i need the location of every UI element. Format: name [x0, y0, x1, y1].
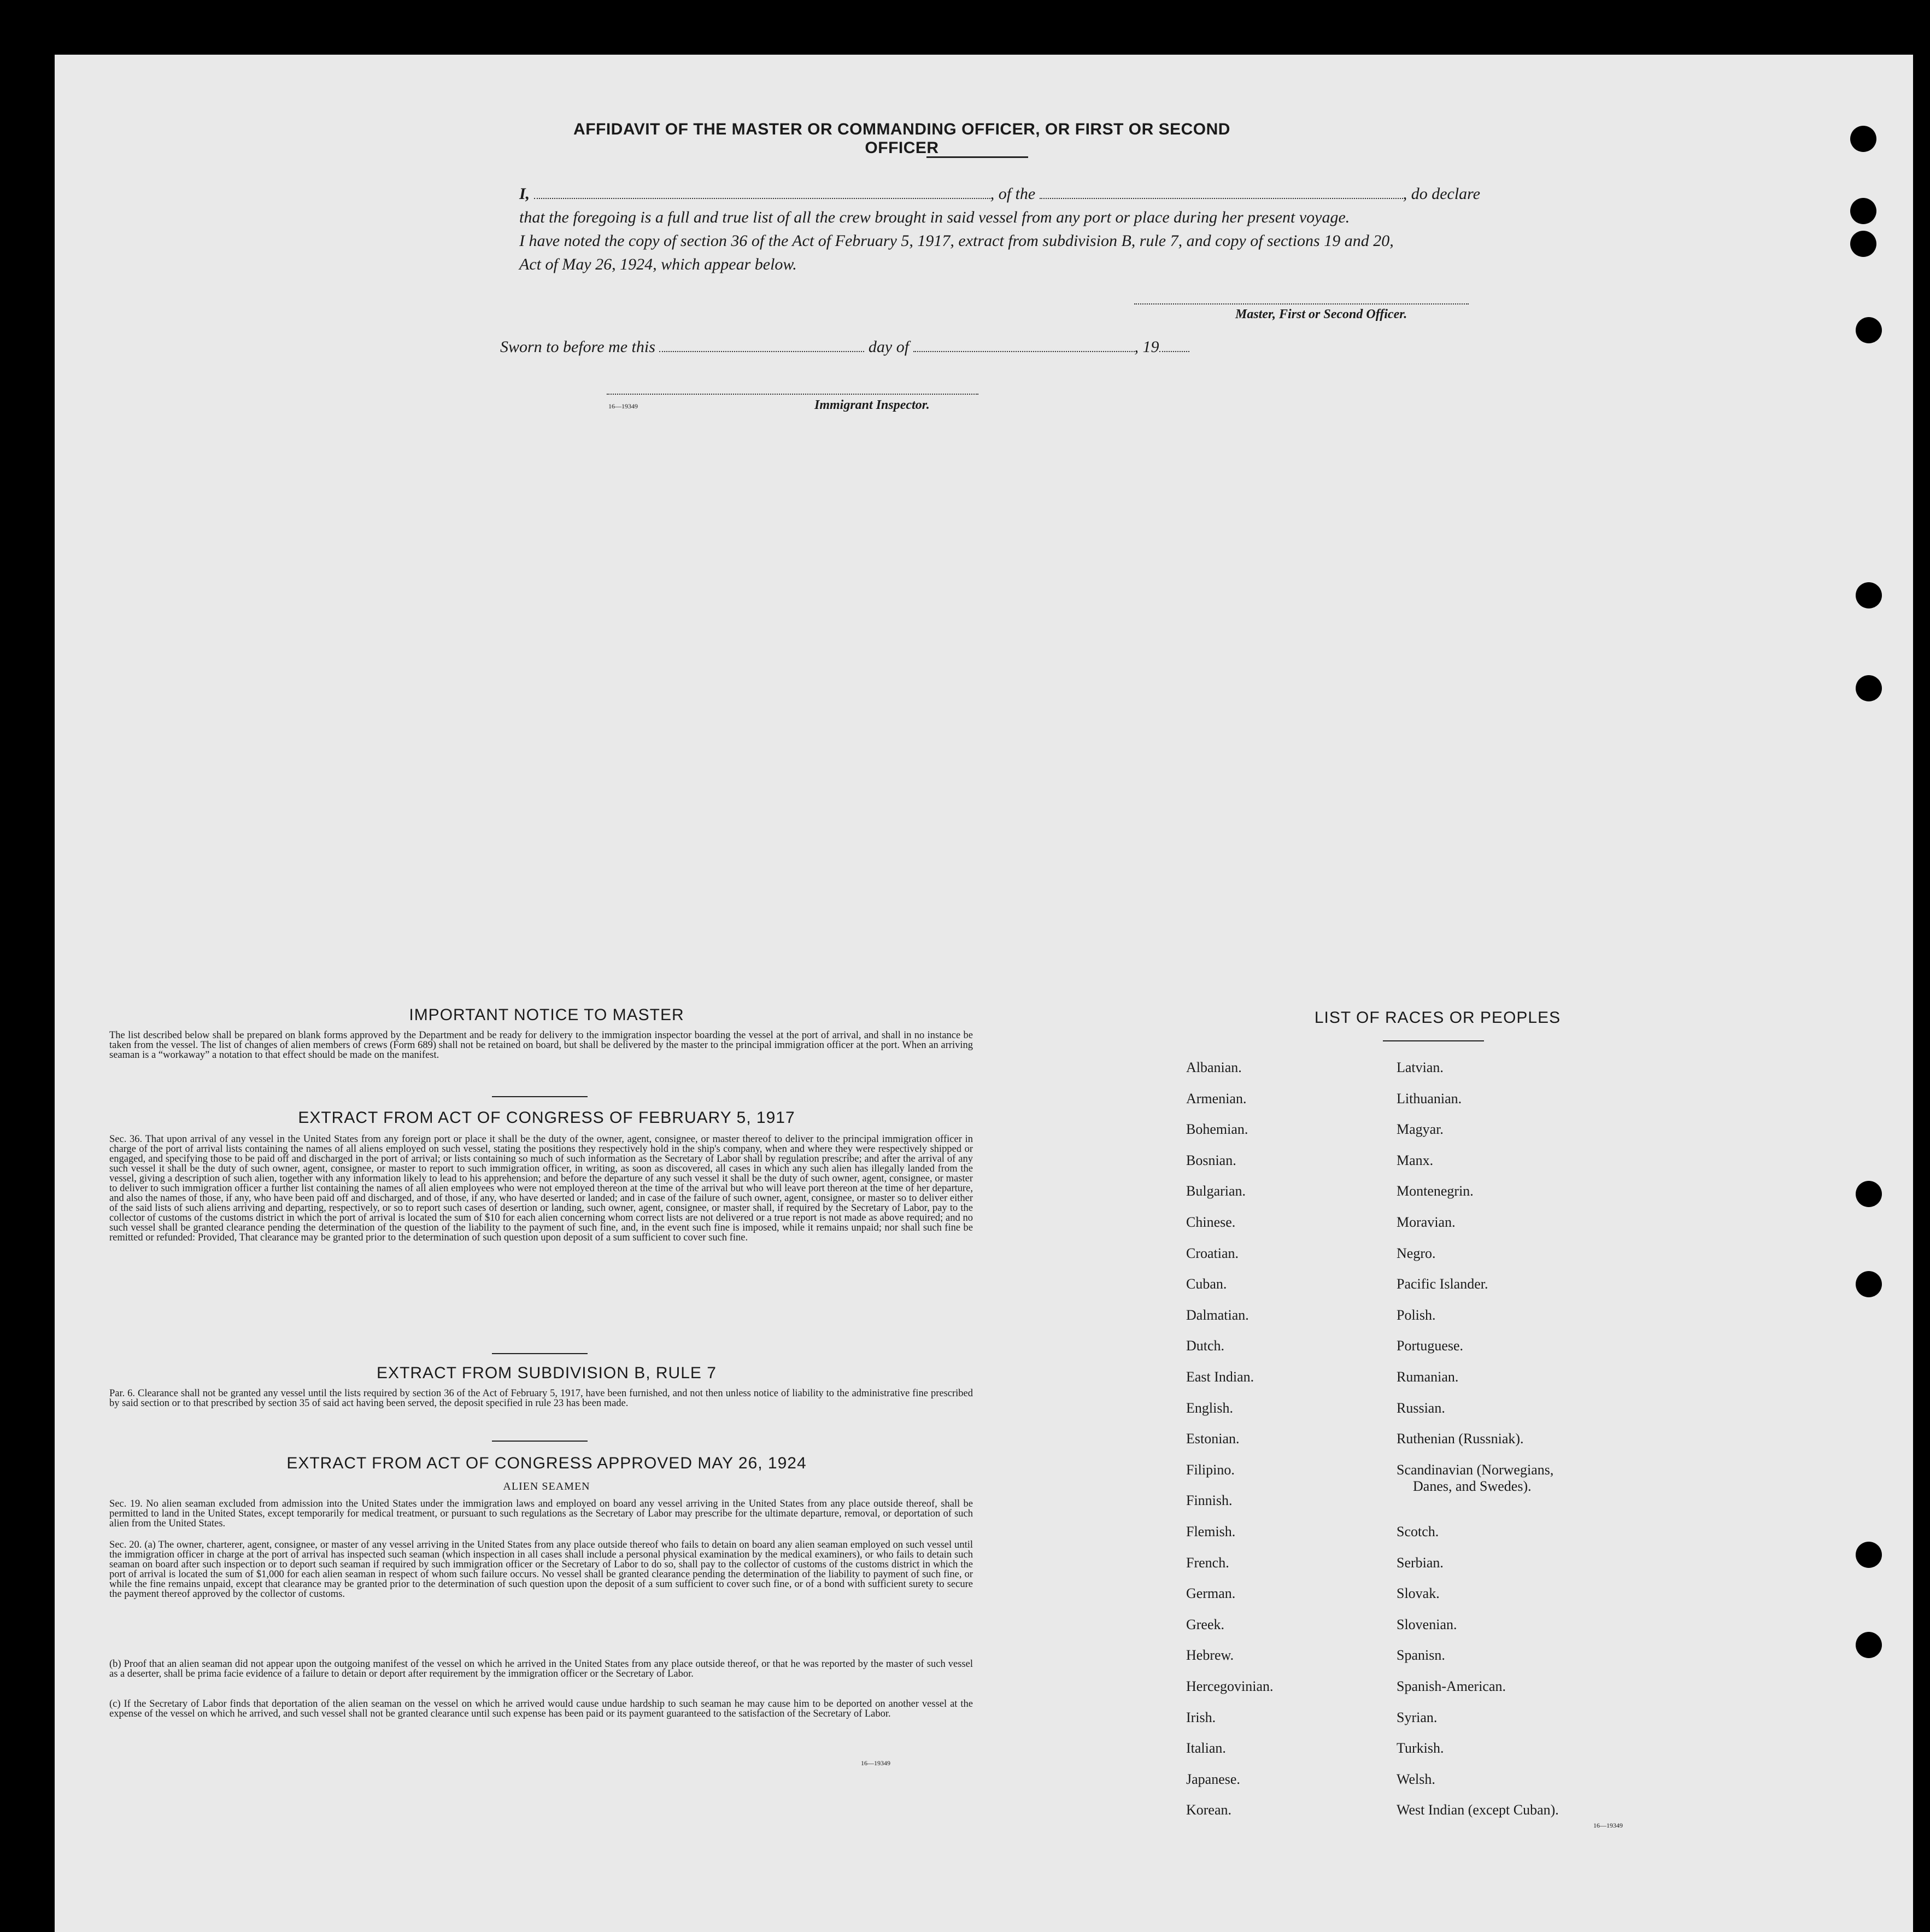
race-item: Danes, and Swedes). — [1413, 1478, 1532, 1494]
master-signature-label: Master, First or Second Officer. — [1235, 307, 1407, 321]
race-item: Lithuanian. — [1397, 1090, 1462, 1106]
i-label: I, — [519, 185, 530, 203]
race-item: Italian. — [1186, 1740, 1226, 1757]
binder-hole — [1856, 1181, 1882, 1207]
binder-hole — [1856, 1271, 1882, 1297]
race-item: Spanisn. — [1397, 1647, 1445, 1664]
subdivision-b-title: EXTRACT FROM SUBDIVISION B, RULE 7 — [377, 1364, 717, 1382]
alien-seamen-subtitle: ALIEN SEAMEN — [503, 1480, 590, 1492]
sec-20c-text: (c) If the Secretary of Labor finds that deportation of the alien seaman on the vessel on which he arrived would cause undue hardship to such seaman he may cause him to be deported on another vessel at the expense of the vessel on which he arrived, and such vessel shall not be granted clearance until such expense has been paid or its payment guaranteed to the satisfaction of the Secretary of Labor. — [109, 1699, 973, 1719]
race-item: Dutch. — [1186, 1338, 1225, 1354]
extract-1917-title: EXTRACT FROM ACT OF CONGRESS OF FEBRUARY 5, 1917 — [298, 1109, 795, 1127]
race-item: Manx. — [1397, 1152, 1434, 1168]
inspector-signature-blank[interactable] — [607, 394, 978, 395]
title-divider — [926, 156, 1028, 158]
race-item: German. — [1186, 1585, 1236, 1602]
binder-hole — [1856, 317, 1882, 343]
race-item: Slovenian. — [1397, 1616, 1457, 1632]
subdivision-b-divider — [492, 1441, 588, 1442]
binder-hole — [1856, 1632, 1882, 1658]
race-item: West Indian (except Cuban). — [1397, 1802, 1559, 1818]
binder-hole — [1856, 582, 1882, 608]
race-item: Turkish. — [1397, 1740, 1444, 1757]
name-blank[interactable] — [534, 182, 990, 199]
extract-form-number: 16—19349 — [861, 1759, 890, 1767]
race-item: Slovak. — [1397, 1585, 1440, 1602]
race-item: Estonian. — [1186, 1431, 1240, 1447]
race-item: Latvian. — [1397, 1059, 1444, 1075]
binder-hole — [1856, 675, 1882, 701]
race-item: Scotch. — [1397, 1524, 1439, 1539]
affidavit-form-number: 16—19349 — [608, 402, 638, 410]
extract-1917-text: Sec. 36. That upon arrival of any vessel in the United States from any foreign port or place it shall be the duty of the owner, agent, consignee, or master thereof to deliver to the principal immigration officer in charge of the port of arrival lists containing the names of all aliens employed on such vessel, stating the positions they respectively hold in the ship's company, when and where they were respectively shipped or engaged, and specifying those to be paid off and discharged in the port of arrival; or lists containing so much of such information as the Secretary of Labor shall by regulation prescribe; and after the arrival of any such vessel it shall be the duty of such owner, agent, consignee, or master to report to such immigration officer, in writing, as soon as discovered, all cases in which any such alien has illegally landed from the vessel, giving a description of such alien, together with any information likely to lead to his apprehension; and before the departure of any such vessel it shall be the duty of such owner, agent, consignee, or master to deliver to such immigration officer a further list containing the names of all alien employees who were not employed thereon at the time of the arrival but who will leave port thereon at the time of her departure, and also the names of those, if any, who have been paid off and discharged, and of those, if any, who have deserted or landed; and in case of the failure of such owner, agent, consignee, or master so to deliver either of the said lists of such aliens arriving and departing, respectively, or so to report such cases of desertion or landing, such owner, agent, consignee, or master shall, if required by the Secretary of Labor, pay to the collector of customs of the customs district in which the port of arrival is located the sum of $10 for each alien concerning whom correct lists are not delivered or a true report is not made as above required; and no such vessel shall be granted clearance pending the determination of the question of the liability to the payment of such fine, and, in the event such fine is imposed, while it remains unpaid; nor shall such fine be remitted or refunded: Provided, That clearance may be granted prior to the determination of such question upon deposit of a sum sufficient to cover such fine. — [109, 1134, 973, 1243]
race-item: Serbian. — [1397, 1554, 1444, 1571]
race-item: Welsh. — [1397, 1771, 1435, 1787]
binder-hole — [1850, 198, 1876, 224]
of-the-label: , of the — [990, 185, 1036, 203]
race-item: Bohemian. — [1186, 1121, 1248, 1138]
race-item: Hercegovinian. — [1186, 1678, 1274, 1694]
binder-hole — [1856, 1542, 1882, 1568]
notice-title: IMPORTANT NOTICE TO MASTER — [409, 1006, 684, 1024]
races-title: LIST OF RACES OR PEOPLES — [1314, 1009, 1561, 1027]
race-item: French. — [1186, 1554, 1229, 1571]
race-item: Pacific Islander. — [1397, 1276, 1488, 1292]
race-item: Japanese. — [1186, 1771, 1240, 1787]
affidavit-line-4: Act of May 26, 1924, which appear below. — [519, 255, 797, 273]
sworn-day-blank[interactable] — [659, 335, 864, 352]
do-declare-label: , do declare — [1403, 185, 1481, 203]
sec-19-text: Sec. 19. No alien seaman excluded from admission into the United States under the immigration laws and employed on board any vessel arriving in the United States from any place outside thereof, shall be permitted to land in the United States, except temporarily for medical treatment, or pursuant to such regulations as the Secretary of Labor may prescribe for the ultimate departure, removal, or deportation of such alien from the United States. — [109, 1498, 973, 1529]
race-item: Greek. — [1186, 1616, 1225, 1632]
race-item: Scandinavian (Norwegians, — [1397, 1461, 1554, 1478]
race-item: East Indian. — [1186, 1369, 1254, 1385]
sworn-label: Sworn to before me this — [500, 338, 655, 356]
race-item: Hebrew. — [1186, 1647, 1234, 1664]
races-form-number: 16—19349 — [1593, 1822, 1623, 1829]
race-item: Syrian. — [1397, 1709, 1438, 1725]
race-item: Korean. — [1186, 1802, 1232, 1818]
day-of-label: day of — [868, 338, 910, 356]
race-item: Negro. — [1397, 1245, 1436, 1261]
race-item: Bosnian. — [1186, 1152, 1236, 1168]
subdivision-b-text: Par. 6. Clearance shall not be granted any vessel until the lists required by section 36 of the Act of February 5, 1917, have been furnished, and not then unless notice of liability to the administrative fine prescribed by said section or to that prescribed by section 35 of said act having been served, the deposit specified in rule 23 has been made. — [109, 1388, 973, 1409]
binder-hole — [1850, 126, 1876, 152]
form-sheet — [55, 55, 1913, 1932]
race-item: Dalmatian. — [1186, 1307, 1249, 1323]
race-item: Spanish-American. — [1397, 1678, 1506, 1694]
race-item: Chinese. — [1186, 1214, 1236, 1230]
race-item: Albanian. — [1186, 1059, 1242, 1075]
race-item: English. — [1186, 1400, 1233, 1416]
race-item: Cuban. — [1186, 1276, 1227, 1292]
inspector-label: Immigrant Inspector. — [814, 398, 930, 412]
affidavit-line-3: I have noted the copy of section 36 of the Act of February 5, 1917, extract from subdivision B, rule 7, and copy of sections 19 and 20, — [519, 232, 1394, 250]
race-item: Filipino. — [1186, 1461, 1235, 1478]
year-prefix: , 19 — [1134, 338, 1159, 356]
sec-20b-text: (b) Proof that an alien seaman did not appear upon the outgoing manifest of the vessel on which he arrived in the United States from any place outside thereof, or that he was reported by the master of such vessel as a deserter, shall be prima facie evidence of a failure to detain or deport after requirement by the immigration officer or the Secretary of Labor. — [109, 1659, 973, 1679]
race-item: Croatian. — [1186, 1245, 1239, 1261]
races-divider — [1383, 1040, 1484, 1041]
affidavit-declaration-line — [519, 182, 1480, 206]
race-item: Ruthenian (Russniak). — [1397, 1431, 1524, 1447]
race-item: Rumanian. — [1397, 1369, 1459, 1385]
year-blank[interactable] — [1159, 335, 1189, 352]
race-item: Bulgarian. — [1186, 1183, 1246, 1199]
vessel-blank[interactable] — [1040, 182, 1403, 199]
sworn-line — [500, 335, 1189, 359]
race-item: Portuguese. — [1397, 1338, 1464, 1354]
extract-1917-divider — [492, 1353, 588, 1354]
sworn-month-blank[interactable] — [913, 335, 1135, 352]
affidavit-title: AFFIDAVIT OF THE MASTER OR COMMANDING OFFICER, OR FIRST OR SECOND OFFICER — [573, 120, 1230, 157]
race-item: Irish. — [1186, 1709, 1216, 1725]
race-item: Moravian. — [1397, 1214, 1456, 1230]
affidavit-line-2: that the foregoing is a full and true list of all the crew brought in said vessel from any port or place during her present voyage. — [519, 208, 1350, 226]
master-signature-blank[interactable] — [1134, 303, 1469, 305]
race-item: Magyar. — [1397, 1121, 1444, 1138]
notice-text: The list described below shall be prepared on blank forms approved by the Department and be ready for delivery to the immigration inspector boarding the vessel at the port of arrival, and shall in no instance be taken from the vessel. The list of changes of alien members of crews (Form 689) shall not be retained on board, but shall be delivered by the master to the principal immigration officer at the port. When an arriving seaman is a “workaway” a notation to that effect should be made on the manifest. — [109, 1030, 973, 1061]
race-item: Flemish. — [1186, 1524, 1236, 1539]
extract-1924-title: EXTRACT FROM ACT OF CONGRESS APPROVED MAY 26, 1924 — [286, 1454, 807, 1472]
race-item: Russian. — [1397, 1400, 1445, 1416]
race-item: Armenian. — [1186, 1090, 1247, 1106]
sec-20a-text: Sec. 20. (a) The owner, charterer, agent, consignee, or master of any vessel arriving in the United States from any place outside thereof who fails to detain on board any alien seaman employed on such vessel until the immigration officer in charge at the port of arrival has inspected such seaman (which inspection in all cases shall include a personal physical examination by the medical examiners), or who fails to detain such seaman on board after such inspection or to deport such seaman if required by such immigration officer or the Secretary of Labor to do so, shall pay to the collector of customs of the customs district in which the port of arrival is located the sum of $1,000 for each alien seaman in respect of whom such failure occurs. No vessel shall be granted clearance pending the determination of the liability to payment of such fine, or while the fine remains unpaid, except that clearance may be granted prior to the determination of such question upon the deposit of a sum sufficient to cover such fine, or of a bond with sufficient surety to secure the payment thereof approved by the collector of customs. — [109, 1539, 973, 1600]
race-item: Montenegrin. — [1397, 1183, 1474, 1199]
race-item: Finnish. — [1186, 1492, 1233, 1509]
notice-divider — [492, 1096, 588, 1097]
race-item: Polish. — [1397, 1307, 1436, 1323]
binder-hole — [1850, 231, 1876, 257]
